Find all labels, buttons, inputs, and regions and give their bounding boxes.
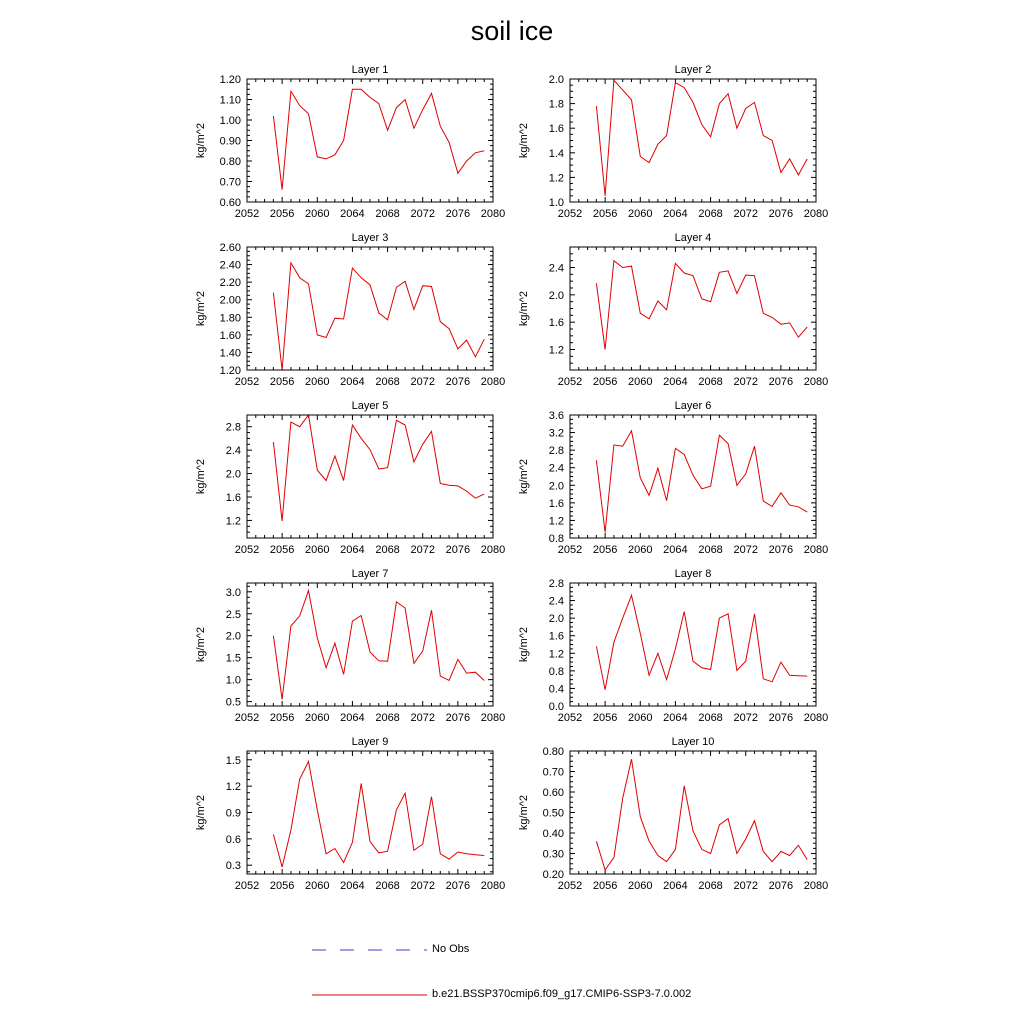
chart-panel bbox=[518, 64, 828, 220]
x-tick-label: 2076 bbox=[768, 880, 794, 892]
x-tick-label: 2068 bbox=[375, 376, 400, 388]
y-tick-label: 2.5 bbox=[225, 608, 241, 621]
x-tick-label: 2052 bbox=[557, 544, 583, 556]
y-tick-label: 1.6 bbox=[225, 492, 241, 504]
x-tick-label: 2080 bbox=[803, 712, 829, 724]
series-line bbox=[596, 595, 807, 689]
panel-title: Layer 6 bbox=[674, 400, 712, 412]
x-tick-label: 2052 bbox=[234, 208, 260, 220]
x-tick-label: 2068 bbox=[698, 544, 723, 556]
x-tick-label: 2080 bbox=[480, 376, 506, 388]
plot-frame bbox=[247, 415, 493, 538]
x-tick-label: 2060 bbox=[305, 712, 330, 724]
x-tick-label: 2076 bbox=[445, 712, 471, 724]
y-tick-label: 2.60 bbox=[219, 242, 241, 254]
x-tick-label: 2060 bbox=[628, 208, 653, 220]
y-tick-label: 1.5 bbox=[225, 652, 241, 665]
panel-title: Layer 7 bbox=[351, 568, 389, 580]
panel-title: Layer 8 bbox=[674, 568, 712, 580]
y-tick-label: 1.2 bbox=[548, 515, 564, 528]
x-tick-label: 2052 bbox=[557, 376, 583, 388]
y-tick-label: 0.40 bbox=[542, 828, 564, 840]
x-tick-label: 2068 bbox=[698, 208, 723, 220]
panel-title: Layer 10 bbox=[671, 736, 715, 748]
y-tick-label: 2.8 bbox=[225, 421, 241, 434]
series-line bbox=[596, 431, 807, 533]
y-axis-label: kg/m^2 bbox=[518, 122, 530, 159]
y-tick-label: 1.6 bbox=[548, 317, 564, 330]
chart-panel bbox=[195, 64, 505, 220]
y-tick-label: 1.8 bbox=[548, 98, 564, 111]
chart-panel bbox=[518, 400, 828, 556]
x-tick-label: 2060 bbox=[305, 376, 330, 388]
x-tick-label: 2060 bbox=[305, 880, 330, 892]
x-tick-label: 2080 bbox=[803, 544, 829, 556]
y-tick-label: 1.20 bbox=[219, 365, 241, 377]
panel-title: Layer 1 bbox=[351, 64, 389, 76]
panel-title: Layer 2 bbox=[674, 64, 712, 76]
x-tick-label: 2072 bbox=[410, 712, 435, 724]
x-tick-label: 2060 bbox=[628, 880, 653, 892]
x-tick-label: 2052 bbox=[234, 880, 260, 892]
x-tick-label: 2076 bbox=[768, 544, 794, 556]
x-tick-label: 2072 bbox=[410, 544, 435, 556]
y-tick-label: 1.10 bbox=[219, 94, 241, 107]
x-tick-label: 2052 bbox=[234, 376, 260, 388]
y-tick-label: 0.4 bbox=[548, 683, 564, 696]
y-tick-label: 0.20 bbox=[542, 869, 564, 881]
x-tick-label: 2060 bbox=[305, 208, 330, 220]
y-axis-label: kg/m^2 bbox=[195, 290, 207, 327]
y-tick-label: 1.0 bbox=[548, 197, 564, 209]
y-tick-label: 0.50 bbox=[542, 807, 564, 820]
page-title: soil ice bbox=[470, 16, 554, 46]
x-tick-label: 2052 bbox=[234, 544, 260, 556]
x-tick-label: 2080 bbox=[480, 712, 506, 724]
y-tick-label: 0.3 bbox=[225, 860, 241, 873]
y-tick-label: 0.90 bbox=[219, 135, 241, 148]
y-tick-label: 1.40 bbox=[219, 347, 241, 360]
panel-title: Layer 5 bbox=[351, 400, 389, 412]
series-line bbox=[273, 263, 484, 370]
x-tick-label: 2056 bbox=[269, 544, 295, 556]
y-tick-label: 0.80 bbox=[542, 746, 564, 758]
y-tick-label: 2.4 bbox=[548, 262, 564, 275]
y-tick-label: 0.30 bbox=[542, 848, 564, 861]
x-tick-label: 2072 bbox=[733, 208, 758, 220]
plot-frame bbox=[570, 751, 816, 874]
x-tick-label: 2060 bbox=[305, 544, 330, 556]
x-tick-label: 2056 bbox=[592, 544, 618, 556]
x-tick-label: 2072 bbox=[410, 376, 435, 388]
x-tick-label: 2080 bbox=[803, 376, 829, 388]
x-tick-label: 2076 bbox=[768, 376, 794, 388]
x-tick-label: 2052 bbox=[234, 712, 260, 724]
plot-frame bbox=[570, 583, 816, 706]
y-tick-label: 2.20 bbox=[219, 277, 241, 290]
x-tick-label: 2068 bbox=[698, 880, 723, 892]
y-tick-label: 2.0 bbox=[548, 480, 564, 493]
x-tick-label: 2060 bbox=[628, 376, 653, 388]
y-tick-label: 0.0 bbox=[548, 701, 564, 713]
y-tick-label: 2.4 bbox=[548, 595, 564, 608]
x-tick-label: 2064 bbox=[663, 208, 688, 220]
x-tick-label: 2068 bbox=[375, 544, 400, 556]
chart-panel bbox=[518, 568, 828, 724]
y-tick-label: 0.9 bbox=[225, 807, 241, 820]
x-tick-label: 2076 bbox=[445, 208, 471, 220]
x-tick-label: 2064 bbox=[340, 544, 365, 556]
y-tick-label: 1.6 bbox=[548, 123, 564, 136]
y-tick-label: 0.8 bbox=[548, 533, 564, 545]
y-axis-label: kg/m^2 bbox=[518, 290, 530, 327]
panel-title: Layer 9 bbox=[351, 736, 389, 748]
x-tick-label: 2056 bbox=[592, 376, 618, 388]
y-axis-label: kg/m^2 bbox=[518, 626, 530, 663]
x-tick-label: 2064 bbox=[340, 880, 365, 892]
y-tick-label: 2.0 bbox=[548, 74, 564, 86]
y-tick-label: 0.60 bbox=[542, 787, 564, 799]
legend-dash-swatch bbox=[312, 944, 427, 956]
y-axis-label: kg/m^2 bbox=[518, 458, 530, 495]
chart-panel bbox=[518, 232, 828, 388]
y-tick-label: 0.60 bbox=[219, 197, 241, 209]
panel-title: Layer 3 bbox=[351, 232, 389, 244]
series-line bbox=[596, 80, 807, 196]
y-tick-label: 1.4 bbox=[548, 147, 564, 160]
y-tick-label: 1.0 bbox=[225, 674, 241, 687]
series-line bbox=[596, 261, 807, 350]
y-tick-label: 3.2 bbox=[548, 427, 564, 440]
y-tick-label: 1.20 bbox=[219, 74, 241, 86]
x-tick-label: 2068 bbox=[375, 880, 400, 892]
legend-label-model-run: b.e21.BSSP370cmip6.f09_g17.CMIP6-SSP3-7.0.002 bbox=[432, 988, 692, 1000]
y-tick-label: 2.8 bbox=[548, 578, 564, 590]
series-line bbox=[273, 89, 484, 189]
series-line bbox=[596, 759, 807, 870]
y-tick-label: 2.40 bbox=[219, 259, 241, 272]
y-tick-label: 2.00 bbox=[219, 294, 241, 307]
x-tick-label: 2052 bbox=[557, 712, 583, 724]
x-tick-label: 2080 bbox=[803, 880, 829, 892]
y-tick-label: 2.0 bbox=[548, 289, 564, 302]
y-tick-label: 1.5 bbox=[225, 754, 241, 767]
y-tick-label: 2.8 bbox=[548, 445, 564, 458]
y-tick-label: 1.2 bbox=[548, 648, 564, 661]
y-tick-label: 2.0 bbox=[548, 613, 564, 626]
legend-solid-swatch bbox=[312, 989, 427, 1001]
y-axis-label: kg/m^2 bbox=[195, 122, 207, 159]
y-tick-label: 0.8 bbox=[548, 665, 564, 678]
x-tick-label: 2072 bbox=[733, 880, 758, 892]
series-line bbox=[273, 415, 484, 521]
y-tick-label: 3.6 bbox=[548, 410, 564, 422]
x-tick-label: 2072 bbox=[410, 208, 435, 220]
y-axis-label: kg/m^2 bbox=[195, 458, 207, 495]
plot-frame bbox=[570, 79, 816, 202]
y-tick-label: 1.60 bbox=[219, 329, 241, 342]
x-tick-label: 2064 bbox=[663, 544, 688, 556]
x-tick-label: 2056 bbox=[269, 880, 295, 892]
x-tick-label: 2080 bbox=[480, 880, 506, 892]
x-tick-label: 2056 bbox=[592, 208, 618, 220]
x-tick-label: 2056 bbox=[592, 712, 618, 724]
chart-panel bbox=[518, 736, 828, 892]
y-tick-label: 0.70 bbox=[219, 176, 241, 189]
x-tick-label: 2080 bbox=[803, 208, 829, 220]
series-line bbox=[273, 762, 484, 868]
x-tick-label: 2060 bbox=[628, 544, 653, 556]
y-tick-label: 0.70 bbox=[542, 766, 564, 779]
y-tick-label: 2.0 bbox=[225, 630, 241, 643]
panel-title: Layer 4 bbox=[674, 232, 712, 244]
x-tick-label: 2076 bbox=[445, 376, 471, 388]
y-tick-label: 1.2 bbox=[548, 344, 564, 357]
y-tick-label: 1.2 bbox=[225, 515, 241, 528]
x-tick-label: 2064 bbox=[340, 712, 365, 724]
x-tick-label: 2076 bbox=[445, 880, 471, 892]
plot-frame bbox=[570, 415, 816, 538]
y-axis-label: kg/m^2 bbox=[195, 626, 207, 663]
y-tick-label: 2.0 bbox=[225, 468, 241, 481]
x-tick-label: 2060 bbox=[628, 712, 653, 724]
x-tick-label: 2076 bbox=[768, 712, 794, 724]
x-tick-label: 2072 bbox=[733, 544, 758, 556]
chart-panel bbox=[195, 736, 505, 892]
x-tick-label: 2080 bbox=[480, 208, 506, 220]
y-tick-label: 0.80 bbox=[219, 156, 241, 168]
y-tick-label: 2.4 bbox=[548, 462, 564, 475]
y-axis-label: kg/m^2 bbox=[518, 794, 530, 831]
series-line bbox=[273, 591, 484, 700]
y-tick-label: 2.4 bbox=[225, 445, 241, 458]
x-tick-label: 2072 bbox=[733, 376, 758, 388]
x-tick-label: 2052 bbox=[557, 208, 583, 220]
x-tick-label: 2064 bbox=[340, 376, 365, 388]
y-axis-label: kg/m^2 bbox=[195, 794, 207, 831]
chart-panel bbox=[195, 568, 505, 724]
x-tick-label: 2068 bbox=[698, 712, 723, 724]
x-tick-label: 2056 bbox=[269, 712, 295, 724]
x-tick-label: 2072 bbox=[410, 880, 435, 892]
x-tick-label: 2068 bbox=[698, 376, 723, 388]
y-tick-label: 0.6 bbox=[225, 833, 241, 846]
y-tick-label: 0.5 bbox=[225, 696, 241, 709]
x-tick-label: 2064 bbox=[663, 880, 688, 892]
x-tick-label: 2076 bbox=[445, 544, 471, 556]
legend-label-no-obs: No Obs bbox=[432, 943, 470, 955]
x-tick-label: 2052 bbox=[557, 880, 583, 892]
x-tick-label: 2076 bbox=[768, 208, 794, 220]
y-tick-label: 1.6 bbox=[548, 497, 564, 510]
y-tick-label: 1.6 bbox=[548, 630, 564, 643]
x-tick-label: 2064 bbox=[663, 712, 688, 724]
x-tick-label: 2064 bbox=[663, 376, 688, 388]
y-tick-label: 1.80 bbox=[219, 312, 241, 325]
x-tick-label: 2056 bbox=[269, 208, 295, 220]
plot-frame bbox=[570, 247, 816, 370]
plot-frame bbox=[247, 751, 493, 874]
y-tick-label: 1.2 bbox=[548, 172, 564, 185]
y-tick-label: 1.2 bbox=[225, 781, 241, 794]
chart-panel bbox=[195, 400, 505, 556]
x-tick-label: 2072 bbox=[733, 712, 758, 724]
x-tick-label: 2064 bbox=[340, 208, 365, 220]
x-tick-label: 2080 bbox=[480, 544, 506, 556]
x-tick-label: 2068 bbox=[375, 712, 400, 724]
y-tick-label: 1.00 bbox=[219, 115, 241, 127]
x-tick-label: 2056 bbox=[269, 376, 295, 388]
y-tick-label: 3.0 bbox=[225, 586, 241, 599]
x-tick-label: 2056 bbox=[592, 880, 618, 892]
chart-panel bbox=[195, 232, 505, 388]
x-tick-label: 2068 bbox=[375, 208, 400, 220]
